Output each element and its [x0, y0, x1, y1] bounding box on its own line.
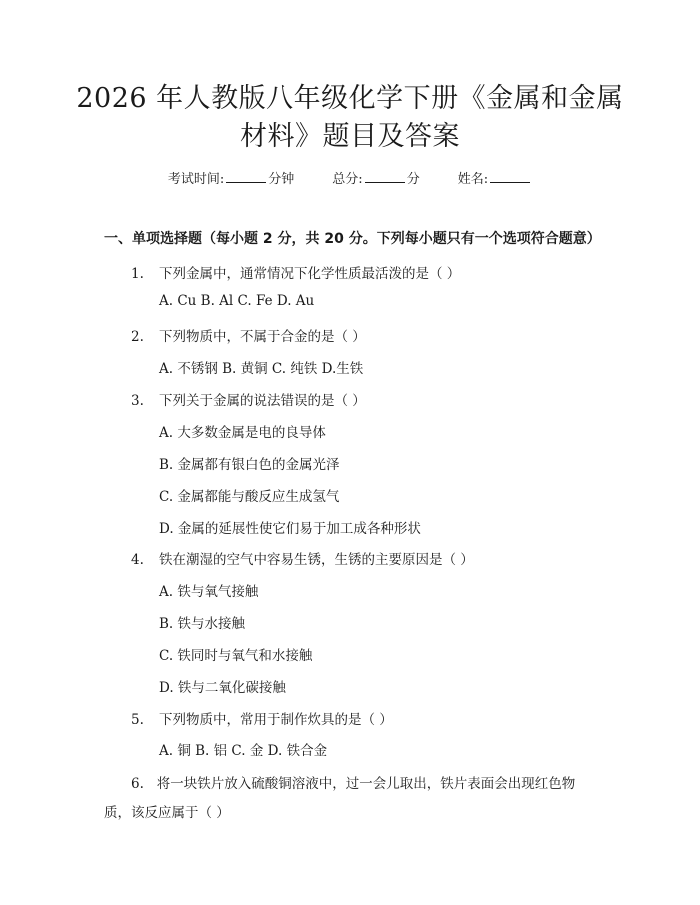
section-heading: 一、单项选择题（每小题 2 分，共 20 分。下列每小题只有一个选项符合题意）: [104, 231, 601, 247]
question-3: [131, 389, 366, 409]
exam-info: [0, 168, 700, 187]
exam-time: [168, 168, 294, 187]
question-3-option-d: D. 金属的延展性使它们易于加工成各种形状: [159, 521, 421, 537]
total-score: [332, 168, 419, 187]
question-text: 下列物质中，不属于合金的是（ ）: [159, 329, 366, 345]
exam-time-label: 考试时间:: [167, 172, 225, 187]
question-3-option-b: B. 金属都有银白色的金属光泽: [159, 457, 340, 473]
question-5-options: A. 铜 B. 铝 C. 金 D. 铁合金: [159, 743, 328, 759]
question-2: [131, 325, 366, 345]
question-1-options: A. Cu B. Al C. Fe D. Au: [159, 293, 315, 309]
question-text: 铁在潮湿的空气中容易生锈，生锈的主要原因是（ ）: [159, 552, 474, 568]
question-4-option-b: B. 铁与水接触: [159, 616, 246, 632]
total-score-unit: 分: [406, 172, 420, 187]
total-score-blank: [365, 169, 405, 183]
question-number: 4.: [131, 552, 144, 568]
question-4-option-d: D. 铁与二氧化碳接触: [159, 680, 286, 696]
question-4: [131, 548, 474, 568]
question-number: 1.: [131, 266, 144, 282]
question-3-option-c: C. 金属都能与酸反应生成氢气: [159, 489, 340, 505]
question-text: 下列金属中，通常情况下化学性质最活泼的是（ ）: [159, 266, 461, 282]
question-number: 5.: [131, 712, 144, 728]
exam-time-blank: [226, 169, 266, 183]
question-5: [131, 708, 393, 728]
question-text: 下列物质中，常用于制作炊具的是（ ）: [159, 712, 393, 728]
document-title-line-1: 2026 年人教版八年级化学下册《金属和金属: [76, 83, 624, 114]
question-3-option-a: A. 大多数金属是电的良导体: [159, 425, 326, 441]
question-6: [104, 770, 594, 828]
exam-time-unit: 分钟: [268, 172, 295, 187]
total-score-label: 总分:: [332, 172, 363, 187]
question-2-options: A. 不锈钢 B. 黄铜 C. 纯铁 D.生铁: [159, 361, 364, 377]
student-name-blank: [490, 169, 530, 183]
document-title-line-2: 材料》题目及答案: [240, 121, 460, 152]
student-name: [458, 168, 532, 187]
student-name-label: 姓名:: [457, 172, 489, 187]
question-number: 2.: [131, 329, 144, 345]
question-text: 将一块铁片放入硫酸铜溶液中，过一会儿取出，铁片表面会出现红色物质，该反应属于（ ）: [104, 776, 576, 821]
question-4-option-c: C. 铁同时与氧气和水接触: [159, 648, 313, 664]
question-text: 下列关于金属的说法错误的是（ ）: [159, 393, 366, 409]
question-number: 3.: [131, 393, 144, 409]
question-4-option-a: A. 铁与氧气接触: [159, 584, 259, 600]
question-number: 6.: [131, 776, 144, 792]
question-1: [131, 262, 460, 282]
